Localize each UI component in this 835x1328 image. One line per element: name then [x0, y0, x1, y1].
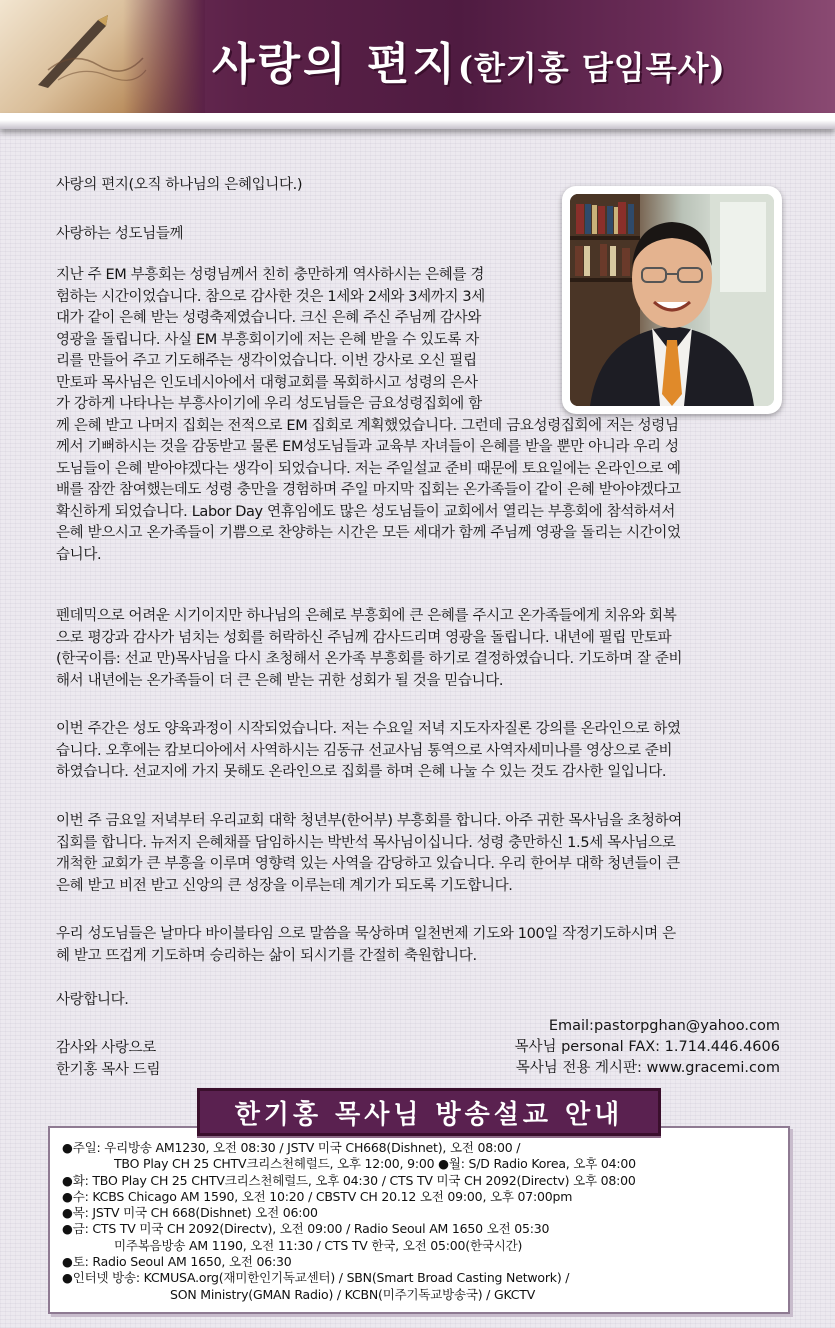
- writing-hand-photo: [0, 0, 205, 113]
- paragraph-line: 께서 기뻐하시는 것을 감동받고 물론 EM성도님들과 교육부 자녀들이 은혜를 받을 뿐만 아니라 우리 성: [56, 439, 679, 455]
- paragraph-5: [56, 924, 676, 967]
- paragraph-4: [56, 811, 682, 897]
- paragraph-3: [56, 719, 681, 784]
- paragraph-line: 지난 주 EM 부흥회는 성령님께서 친히 충만하게 역사하시는 은혜를 경: [56, 267, 485, 283]
- schedule-row: ●수: KCBS Chicago AM 1590, 오전 10:20 / CBSTV CH 20.12 오전 09:00, 오후 07:00pm: [62, 1188, 573, 1204]
- broadcast-title: 한기홍 목사님 방송설교 안내: [197, 1088, 661, 1136]
- letter-greeting: 사랑하는 성도님들께: [56, 226, 184, 242]
- schedule-row: ●화: TBO Play CH 25 CHTV크리스천헤럴드, 오후 04:30 / CTS TV 미국 CH 2092(Directv) 오후 08:00: [62, 1172, 636, 1188]
- broadcast-schedule: [62, 1140, 636, 1303]
- paragraph-line: 영광을 돌립니다. 사실 EM 부흥회이기에 저는 은혜 받을 수 있도록 자: [56, 331, 479, 348]
- header-banner: [0, 0, 835, 113]
- paragraph-line: 은혜 받으시고 온가족들이 기쁨으로 찬양하는 시간은 모든 세대가 함께 주님께 영광을 돌리는 시간이었: [56, 525, 681, 541]
- schedule-row: TBO Play CH 25 CHTV크리스천헤럴드, 오후 12:00, 9:00 ●월: S/D Radio Korea, 오후 04:00: [114, 1156, 636, 1172]
- contact-fax: 목사님 personal FAX: 1.714.446.4606: [514, 1039, 780, 1055]
- paragraph-line: 리를 만들어 주고 기도해주는 생각이었습니다. 이번 강사로 오신 필립: [56, 353, 477, 369]
- paragraph-line: 개척한 교회가 큰 부흥을 이루며 영향력 있는 사역을 감당하고 있습니다. 우리 한어부 대학 청년들이 큰: [56, 856, 680, 872]
- paragraph-line: 집회를 합니다. 뉴저지 은혜채플 담임하시는 박반석 목사님이십니다. 성령 충만하신 1.5세 목사님으로: [56, 834, 676, 851]
- schedule-row: ●금: CTS TV 미국 CH 2092(Directv), 오전 09:00 / Radio Seoul AM 1650 오전 05:30: [62, 1221, 550, 1237]
- header-divider: [0, 113, 835, 129]
- paragraph-line: 은혜 받고 비전 받고 신앙의 큰 성장을 이루는데 계기가 되도록 기도합니다.: [56, 877, 513, 894]
- schedule-row: 미주복음방송 AM 1190, 오전 11:30 / CTS TV 한국, 오전 05:00(한국시간): [114, 1237, 523, 1253]
- schedule-row: ●주일: 우리방송 AM1230, 오전 08:30 / JSTV 미국 CH668(Dishnet), 오전 08:00 /: [62, 1140, 521, 1155]
- paragraph-line: 배를 잠깐 참여했는데도 성령 충만을 경험하며 주일 마지막 집회는 온가족들이 같이 은혜 받아야겠다고: [56, 482, 681, 498]
- pen-icon: [28, 10, 148, 90]
- paragraph-line: 해서 내년에는 온가족들이 더 큰 은혜 받는 귀한 성회가 될 것을 믿습니다.: [56, 672, 504, 689]
- signature-line-1: 감사와 사랑으로: [56, 1040, 156, 1056]
- paragraph-line: 도님들이 은혜 받아야겠다는 생각이 되었습니다. 저는 주일설교 준비 때문에 토요일에는 온라인으로 예: [56, 460, 681, 477]
- paragraph-line: 대가 같이 은혜 받는 성령축제였습니다. 크신 은혜 주신 주님께 감사와: [56, 310, 481, 326]
- page-title: [212, 28, 726, 92]
- paragraph-line: 우리 성도님들은 날마다 바이블타임 으로 말씀을 묵상하며 일천번제 기도와 100일 작정기도하시며 은: [56, 926, 676, 942]
- paragraph-line: 습니다. 오후에는 캄보디아에서 사역하시는 김동규 선교사님 통역으로 사역자세미나를 영상으로 준비: [56, 742, 673, 759]
- paragraph-line: (한국이름: 선교 만)목사님을 다시 초청해서 온가족 부흥회를 하기로 결정하였습니다. 기도하며 잘 준비: [56, 651, 683, 667]
- paragraph-line: 펜데믹으로 어려운 시기이지만 하나님의 은혜로 부흥회에 큰 은혜를 주시고 온가족들에게 치유와 회복: [56, 608, 677, 624]
- paragraph-line: 만토파 목사님은 인도네시아에서 대형교회를 목회하시고 성령의 은사: [56, 374, 478, 391]
- paragraph-2: [56, 606, 682, 692]
- paragraph-line: 이번 주간은 성도 양육과정이 시작되었습니다. 저는 수요일 저녁 지도자자질론 강의를 온라인으로 하였: [56, 721, 681, 737]
- letter-title: 사랑의 편지(오직 하나님의 은혜입니다.): [56, 177, 303, 193]
- paragraph-line: 확신하게 되었습니다. Labor Day 연휴임에도 많은 성도님들이 교회에서 열리는 부흥회에 참석하셔서: [56, 503, 675, 520]
- letter-closing: 사랑합니다.: [56, 992, 129, 1008]
- paragraph-line: 가 강하게 나타나는 부흥사이기에 우리 성도님들은 금요성령집회에 함: [56, 396, 482, 412]
- page-title-main: 사랑의 편지: [212, 39, 458, 90]
- schedule-row: ●목: JSTV 미국 CH 668(Dishnet) 오전 06:00: [62, 1205, 318, 1221]
- schedule-row: ●토: Radio Seoul AM 1650, 오전 06:30: [62, 1254, 292, 1270]
- paragraph-line: 께 은혜 받고 나머지 집회는 전적으로 EM 집회로 계획했었습니다. 그런데 금요성령집회에 저는 성령님: [56, 417, 679, 434]
- contact-board: 목사님 전용 게시판: www.gracemi.com: [515, 1060, 780, 1076]
- paragraph-line: 이번 주 금요일 저녁부터 우리교회 대학 청년부(한어부) 부흥회를 합니다. 아주 귀한 목사님을 초청하여: [56, 813, 682, 829]
- paragraph-1: [56, 265, 681, 566]
- contact-email: Email:pastorpghan@yahoo.com: [548, 1018, 780, 1034]
- page-subtitle: (한기홍 담임목사): [457, 49, 726, 87]
- paragraph-line: 습니다.: [56, 546, 102, 563]
- schedule-row: SON Ministry(GMAN Radio) / KCBN(미주기독교방송국) / GKCTV: [170, 1286, 536, 1302]
- schedule-row: ●인터넷 방송: KCMUSA.org(재미한인기독교센터) / SBN(Smart Broad Casting Network) /: [62, 1270, 570, 1286]
- signature-line-2: 한기홍 목사 드림: [56, 1062, 161, 1078]
- paragraph-line: 으로 평강과 감사가 넘치는 성회를 허락하신 주님께 감사드리며 영광을 돌립니다. 내년에 필립 만토파: [56, 629, 672, 646]
- paragraph-line: 하였습니다. 선교지에 가지 못해도 온라인으로 집회를 하며 은혜 나눌 수 있는 것도 감사한 일입니다.: [56, 764, 667, 780]
- paragraph-line: 험하는 시간이었습니다. 참으로 감사한 것은 1세와 2세와 3세까지 3세: [56, 288, 485, 305]
- paragraph-line: 혜 받고 뜨겁게 기도하며 승리하는 삶이 되시기를 간절히 축원합니다.: [56, 947, 477, 964]
